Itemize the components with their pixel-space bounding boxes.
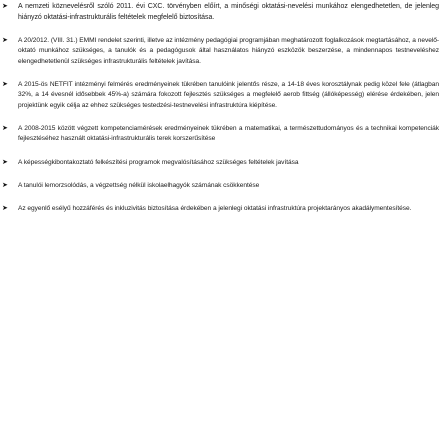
- arrow-bullet-icon: ➤: [2, 205, 8, 213]
- list-item-text: A 2008-2015 között végzett kompetenciamérések eredményeinek tükrében a matematikai, a természettudományos és a technikai kompetenciák fejlesztéséhez használt oktatási-infrastrukturális terek korszerűsítése: [18, 124, 439, 143]
- arrow-bullet-icon: ➤: [2, 181, 8, 189]
- arrow-bullet-icon: ➤: [2, 81, 8, 89]
- list-item-text: A nemzeti köznevelésről szóló 2011. évi CXC. törvényben előírt, a minőségi oktatási-nevelési munkához elengedhetetlen, de jelenleg hiányzó oktatási-infrastrukturális feltételek megfelelő biztosítása.: [18, 3, 439, 21]
- arrow-bullet-icon: ➤: [2, 3, 8, 10]
- list-item-text: A 2015-ös NETFIT intézményi felmérés eredményeinek tükrében tanulóink jelentős része, a 14-18 éves korosztálynak pedig közel fele (átlagban 32%, a 14 évesnél idősebbek 45%-a) számára fokozott fejlesztés szükséges a megfelelő aerob fittség (állóképesség) elérése érdekében, jelen projektünk egyik célja az ehhez szükséges testedzési-testnevelési infrastruktúra kiépítése.: [18, 81, 439, 109]
- list-item: [0, 80, 443, 111]
- list-item: [0, 124, 443, 145]
- list-item-text: Az egyenlő esélyű hozzáférés és inkluzivitás biztosítása érdekében a jelenlegi oktatási infrastruktúra projektarányos akadálymentesítése.: [18, 205, 412, 213]
- list-item: [0, 158, 443, 168]
- list-item-text: A 20/2012. (VIII. 31.) EMMI rendelet szerinti, illetve az intézmény pedagógiai programjában meghatározott foglalkozások megtartásához, a nevelő-oktató munkához szükséges, a tanulók és a pedagógusok által használatos hiányzó eszközök beszerzése, a mindennapos testneveléshez elengedhetetlenül szükséges infrastrukturális feltételek javítása.: [18, 37, 439, 65]
- list-item: [0, 204, 443, 214]
- arrow-bullet-icon: ➤: [2, 158, 8, 166]
- list-item-text: A tanulói lemorzsolódás, a végzettség nélkül iskolaelhagyók számának csökkentése: [18, 181, 260, 189]
- list-item-text: A képességkibontakoztató felkészítési programok megvalósításához szükséges feltételek javítása: [18, 158, 299, 166]
- arrow-bullet-icon: ➤: [2, 37, 8, 45]
- arrow-bullet-icon: ➤: [2, 124, 8, 132]
- list-item: [0, 36, 443, 67]
- document-body: [0, 2, 443, 224]
- list-item: [0, 2, 443, 23]
- list-item: [0, 181, 443, 191]
